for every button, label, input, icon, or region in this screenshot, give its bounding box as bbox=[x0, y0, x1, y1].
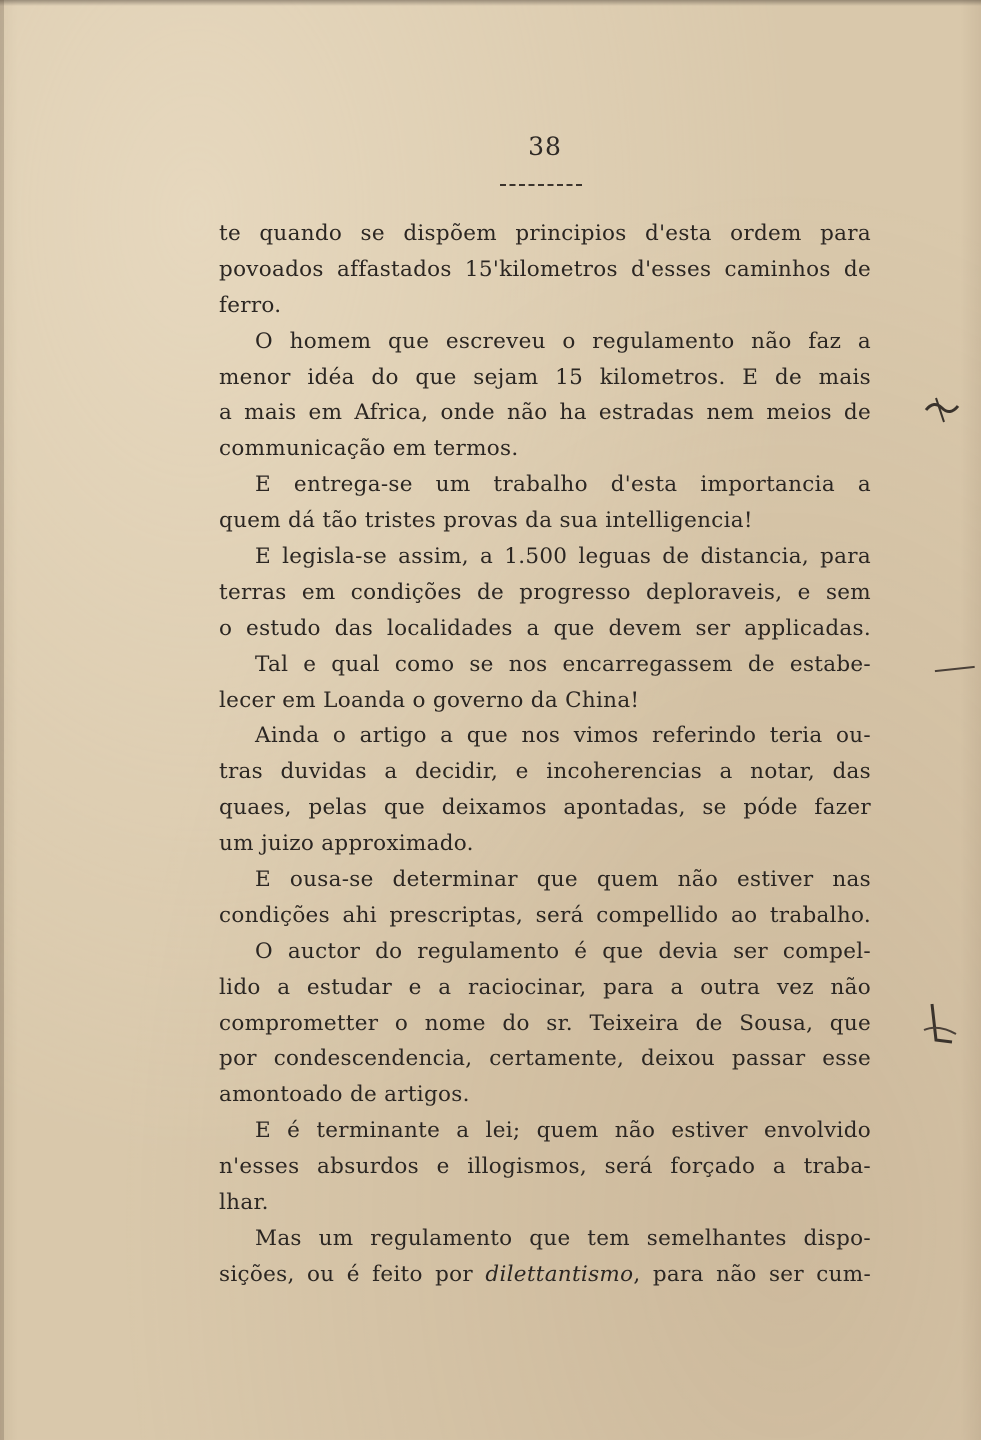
margin-ink-mark bbox=[922, 392, 962, 434]
text-line: um juizo approximado. bbox=[219, 831, 474, 857]
text-line: tras duvidas a decidir, e incoherencias a notar, das bbox=[219, 759, 871, 785]
text-line: comprometter o nome do sr. Teixeira de Sousa, que bbox=[219, 1010, 871, 1036]
text-line: Tal e qual como se nos encarregassem de estabe- bbox=[255, 651, 871, 677]
text-line: E entrega-se um trabalho d'esta importancia a bbox=[255, 472, 871, 498]
text-line: communicação em termos. bbox=[219, 436, 519, 462]
text-line: Mas um regulamento que tem semelhantes dispo- bbox=[255, 1225, 871, 1251]
text-line: povoados affastados 15'kilometros d'esses caminhos de bbox=[219, 256, 871, 282]
text-line: ferro. bbox=[219, 292, 282, 318]
text-line: condições ahi prescriptas, será compellido ao trabalho. bbox=[219, 902, 871, 928]
page-left-edge bbox=[0, 0, 4, 1440]
text-line: Ainda o artigo a que nos vimos referindo teria ou- bbox=[255, 723, 871, 749]
header-rule bbox=[500, 184, 582, 186]
text-line: lecer em Loanda o governo da China! bbox=[219, 687, 640, 713]
text-line: E legisla-se assim, a 1.500 leguas de distancia, para bbox=[255, 544, 871, 570]
text-fragment: , para não ser cum- bbox=[633, 1261, 872, 1287]
text-line: te quando se dispõem principios d'esta ordem para bbox=[219, 221, 871, 246]
text-line: menor idéa do que sejam 15 kilometros. E de mais bbox=[219, 364, 871, 390]
text-line: lhar. bbox=[219, 1190, 269, 1216]
page-top-edge bbox=[0, 0, 981, 6]
text-line: E ousa-se determinar que quem não estiver nas bbox=[255, 867, 871, 893]
text-line: n'esses absurdos e illogismos, será forçado a traba- bbox=[219, 1154, 871, 1180]
text-fragment: sições, ou é feito por bbox=[219, 1261, 486, 1287]
text-line: O auctor do regulamento é que devia ser compel- bbox=[255, 938, 871, 964]
text-line: terras em condições de progresso deploraveis, e sem bbox=[219, 579, 871, 605]
margin-ink-mark bbox=[918, 1000, 962, 1054]
text-line: O homem que escreveu o regulamento não faz a bbox=[255, 328, 871, 354]
text-line: a mais em Africa, onde não ha estradas nem meios de bbox=[219, 400, 871, 426]
text-line: quem dá tão tristes provas da sua intelligencia! bbox=[219, 508, 753, 534]
margin-ink-stroke bbox=[935, 666, 975, 676]
text-line: o estudo das localidades a que devem ser applicadas. bbox=[219, 615, 871, 641]
text-line: lido a estudar e a raciocinar, para a outra vez não bbox=[219, 974, 871, 1000]
text-line: amontoado de artigos. bbox=[219, 1082, 470, 1108]
text-line-last bbox=[219, 1257, 871, 1293]
page-number: 38 bbox=[528, 132, 562, 161]
italic-word: dilettantismo bbox=[485, 1261, 634, 1287]
text-line: quaes, pelas que deixamos apontadas, se póde fazer bbox=[219, 795, 871, 821]
text-line: E é terminante a lei; quem não estiver envolvido bbox=[255, 1118, 871, 1144]
body-text bbox=[219, 216, 871, 1293]
text-line: por condescendencia, certamente, deixou passar esse bbox=[219, 1046, 871, 1072]
